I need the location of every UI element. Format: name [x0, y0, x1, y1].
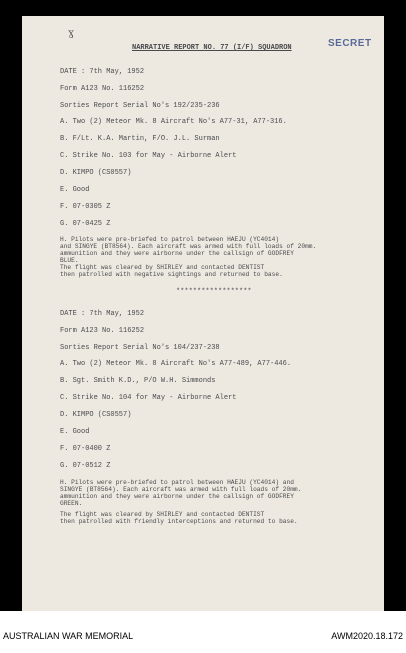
paragraph-line: H. Pilots were pre-briefed to patrol between HAEJU (YC4014) and	[60, 479, 294, 486]
section2-flight-summary	[60, 511, 298, 525]
section1-date: DATE : 7th May, 1952	[60, 68, 145, 76]
paragraph-line: ammunition and they were airborne under the callsign of GODFREY	[60, 493, 294, 500]
handwritten-mark: ɣ	[68, 28, 74, 39]
paragraph-line: The flight was cleared by SHIRLEY and contacted DENTIST	[60, 264, 265, 271]
document-page	[22, 16, 384, 611]
section2-item-g: G. 07-0512 Z	[60, 462, 111, 470]
paragraph-line: H. Pilots were pre-briefed to patrol between HAEJU (YC4014)	[60, 236, 280, 243]
footer-institution: AUSTRALIAN WAR MEMORIAL	[3, 631, 134, 641]
section1-item-d: D. KIMPO (CS0557)	[60, 169, 132, 177]
secret-stamp: SECRET	[328, 38, 372, 49]
section1-item-h	[60, 236, 316, 264]
section2-serials: Sorties Report Serial No's 104/237-238	[60, 344, 220, 352]
section2-item-e: E. Good	[60, 428, 90, 436]
paragraph-line: and SINGYE (BT8564). Each aircraft was armed with full loads of 20mm.	[60, 243, 317, 250]
footer-accession-number: AWM2020.18.172	[331, 631, 403, 641]
section1-item-c: C. Strike No. 103 for May - Airborne Alert	[60, 152, 237, 160]
section2-item-c: C. Strike No. 104 for May - Airborne Alert	[60, 394, 237, 402]
paragraph-line: BLUE.	[60, 257, 79, 264]
section2-item-f: F. 07-0400 Z	[60, 445, 111, 453]
section2-date: DATE : 7th May, 1952	[60, 310, 145, 318]
paragraph-line: ammunition and they were airborne under the callsign of GODFREY	[60, 250, 294, 257]
section-separator: ******************	[176, 288, 252, 296]
section2-item-a: A. Two (2) Meteor Mk. 8 Aircraft No's A77-489, A77-446.	[60, 360, 292, 368]
section1-item-b: B. F/Lt. K.A. Martin, F/O. J.L. Surman	[60, 135, 220, 143]
paragraph-line: then patrolled with negative sightings and returned to base.	[60, 271, 283, 278]
section2-item-d: D. KIMPO (CS0557)	[60, 411, 132, 419]
section2-item-h	[60, 479, 301, 507]
section2-item-b: B. Sgt. Smith K.D., P/O W.H. Simmonds	[60, 377, 216, 385]
section2-form: Form A123 No. 116252	[60, 327, 145, 335]
section1-item-f: F. 07-0305 Z	[60, 203, 111, 211]
section1-serials: Sorties Report Serial No's 192/235-236	[60, 102, 220, 110]
paragraph-line: The flight was cleared by SHIRLEY and contacted DENTIST	[60, 511, 265, 518]
paragraph-line: GREEN.	[60, 500, 83, 507]
section1-item-e: E. Good	[60, 186, 90, 194]
section1-flight-summary	[60, 264, 283, 278]
section1-item-a: A. Two (2) Meteor Mk. 8 Aircraft No's A77-31, A77-316.	[60, 118, 287, 126]
paragraph-line: SINGYE (BT8564). Each aircraft was armed with full loads of 20mm.	[60, 486, 302, 493]
report-title: NARRATIVE REPORT NO. 77 (I/F) SQUADRON	[132, 44, 292, 52]
archive-footer	[0, 611, 406, 653]
section1-item-g: G. 07-0425 Z	[60, 220, 111, 228]
section1-form: Form A123 No. 116252	[60, 85, 145, 93]
paragraph-line: then patrolled with friendly interceptions and returned to base.	[60, 518, 298, 525]
